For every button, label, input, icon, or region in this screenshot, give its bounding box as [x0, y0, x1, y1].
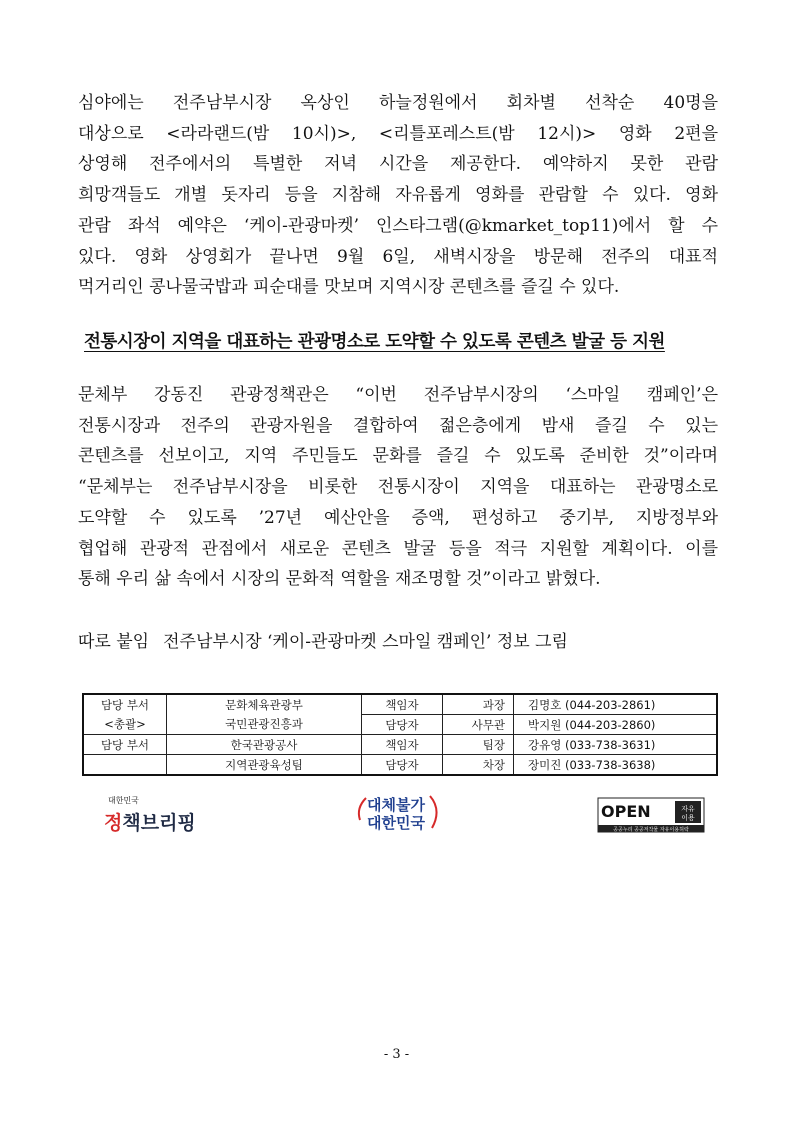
dept-label: 담당 부서	[100, 737, 150, 752]
logo-wordmark-rest: 책브리핑	[122, 812, 196, 834]
dept-cell	[83, 694, 167, 735]
policy-briefing-logo	[104, 795, 204, 835]
table-row	[83, 694, 717, 715]
org-name: 문화체육관광부	[225, 697, 303, 712]
open-caption: 공공누리 공공저작물 자유이용허락	[613, 827, 689, 833]
paragraph-line: 있다. 영화 상영회가 끝나면 9월 6일, 새벽시장을 방문해 전주의 대표적	[78, 246, 718, 267]
paragraph-line: 관람 좌석 예약은 ‘케이-관광마켓’ 인스타그램(@kmarket_top11)에서 할 수	[78, 215, 718, 236]
attachment-text: 전주남부시장 ‘케이-관광마켓 스마일 캠페인’ 정보 그림	[163, 632, 568, 652]
org-name: 한국관광공사	[230, 737, 298, 752]
daehan-minguk-logo	[352, 790, 442, 834]
contact-cell: 강유영 (033-738-3631)	[514, 735, 718, 755]
paragraph-line: 문체부 강동진 관광정책관은 “이번 전주남부시장의 ‘스마일 캠페인’은	[78, 385, 718, 405]
paragraph-line: 전통시장과 전주의 관광자원을 결합하여 젊은층에게 밤새 즐길 수 있는	[78, 415, 718, 436]
open-badge-line2: 이용	[681, 814, 695, 822]
position-cell: 과장	[443, 694, 514, 715]
page-number: - 3 -	[383, 1047, 410, 1062]
logo-line1: 대체불가	[367, 796, 425, 814]
table-row	[83, 755, 717, 776]
paragraph-line: 도약할 수 있도록 ’27년 예산안을 증액, 편성하고 중기부, 지방정부와	[78, 507, 718, 528]
contact-cell: 박지원 (044-203-2860)	[514, 715, 718, 735]
paragraph-line: 대상으로 <라라랜드(밤 10시)>, <리틀포레스트(밤 12시)> 영화 2편을	[78, 123, 718, 144]
org-division: 지역관광육성팀	[225, 757, 303, 772]
logo-wordmark-red: 정	[104, 812, 123, 834]
org-cell	[167, 694, 362, 735]
paragraph-line: 먹거리인 콩나물국밥과 피순대를 맛보며 지역시장 콘텐츠를 즐길 수 있다.	[78, 277, 620, 298]
logo-small-text: 대한민국	[108, 796, 139, 805]
dept-cell	[83, 735, 167, 755]
attachment-note	[78, 627, 718, 652]
paragraph-line: 희망객들도 개별 돗자리 등을 지참해 자유롭게 영화를 관람할 수 있다. 영화	[78, 185, 718, 206]
contact-table	[82, 693, 718, 776]
contact-cell: 김명호 (044-203-2861)	[514, 694, 718, 715]
logo-line2: 대한민국	[367, 814, 425, 832]
kogl-open-license-logo	[597, 797, 705, 833]
paragraph-line: “문체부는 전주남부시장을 비롯한 전통시장이 지역을 대표하는 관광명소로	[78, 477, 718, 498]
contact-cell: 장미진 (033-738-3638)	[514, 755, 718, 776]
position-cell: 차장	[443, 755, 514, 776]
open-word: OPEN	[601, 802, 651, 821]
paragraph-line: 상영해 전주에서의 특별한 저녁 시간을 제공한다. 예약하지 못한 관람	[78, 154, 718, 175]
body-paragraph-2	[78, 380, 718, 595]
paragraph-line: 심야에는 전주남부시장 옥상인 하늘정원에서 회차별 선착순 40명을	[78, 93, 718, 113]
role-cell: 책임자	[362, 694, 443, 715]
logo-wordmark	[104, 808, 204, 835]
org-cell	[167, 735, 362, 755]
role-cell: 담당자	[362, 715, 443, 735]
dept-sub-label: <총괄>	[104, 716, 146, 731]
paragraph-line: 콘텐츠를 선보이고, 지역 주민들도 문화를 즐길 수 있도록 준비한 것”이라며	[78, 446, 718, 467]
role-cell: 담당자	[362, 755, 443, 776]
open-badge-line1: 자유	[681, 805, 695, 813]
position-cell: 사무관	[443, 715, 514, 735]
section-heading: 전통시장이 지역을 대표하는 관광명소로 도약할 수 있도록 콘텐츠 발굴 등 지원	[84, 332, 665, 352]
org-division: 국민관광진흥과	[225, 716, 303, 731]
table-row	[83, 735, 717, 755]
paragraph-line: 협업해 관광적 관점에서 새로운 콘텐츠 발굴 등을 적극 지원할 계획이다. 이를	[78, 538, 718, 559]
dept-cell	[83, 755, 167, 776]
paragraph-line: 통해 우리 삶 속에서 시장의 문화적 역할을 재조명할 것”이라고 밝혔다.	[78, 569, 601, 590]
dept-label: 담당 부서	[100, 697, 150, 712]
position-cell: 팀장	[443, 735, 514, 755]
body-paragraph-1	[78, 88, 718, 303]
role-cell: 책임자	[362, 735, 443, 755]
org-cell	[167, 755, 362, 776]
attachment-label: 따로 붙임	[78, 632, 150, 652]
